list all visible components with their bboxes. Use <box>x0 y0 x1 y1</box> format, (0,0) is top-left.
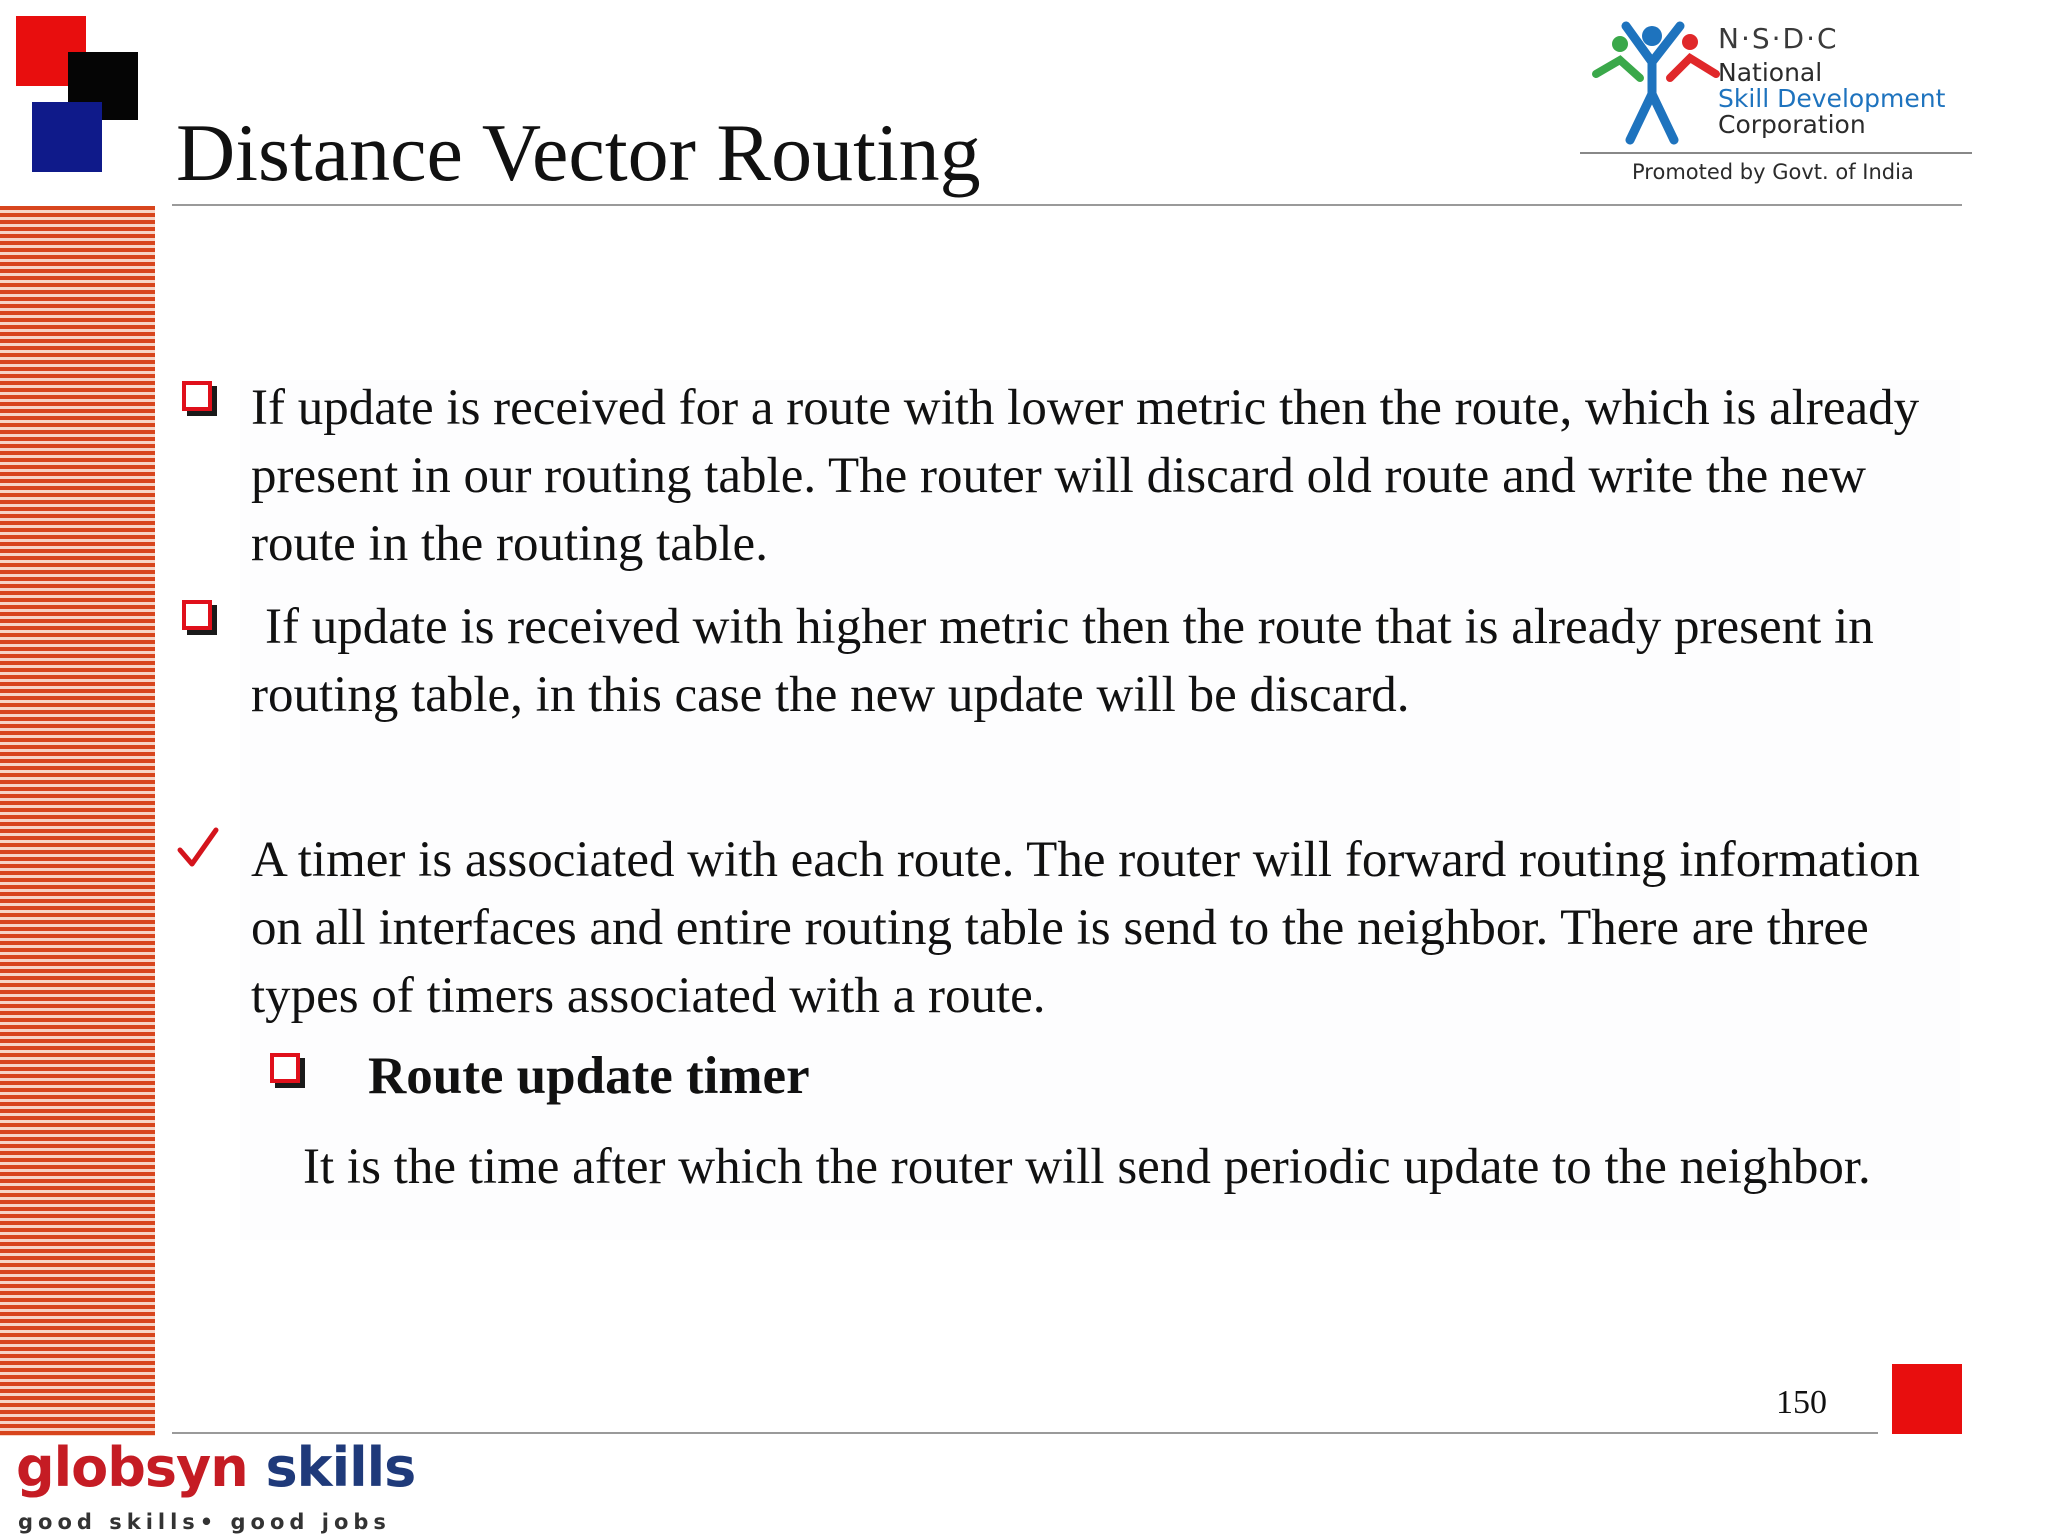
checkbox-bullet-icon <box>182 600 212 630</box>
title-divider <box>172 204 1962 206</box>
left-striped-bar <box>0 206 155 1436</box>
slide-title: Distance Vector Routing <box>176 107 981 198</box>
globsyn-logo <box>16 1436 415 1499</box>
nsdc-promoted-text: Promoted by Govt. of India <box>1632 160 1914 184</box>
brand-tagline: good skills• good jobs <box>18 1510 391 1534</box>
bullet-text-1: If update is received for a route with lower metric then the route, which is already present in our routing table. The router will discard old route and write the new route in the routing table. <box>251 380 1920 572</box>
bullet-text-2 <box>251 593 1971 729</box>
bullet-text-2-body: If update is received with higher metric then the route that is already present in routing table, in this case the new update will be discard. <box>251 599 1874 723</box>
sub-bullet-heading: Route update timer <box>368 1047 810 1105</box>
nsdc-abbreviation: N·S·D·C <box>1718 22 1839 55</box>
footer-red-square <box>1892 1364 1962 1434</box>
logo-blue-square <box>32 102 102 172</box>
page-number: 150 <box>1776 1384 1827 1421</box>
nsdc-logo <box>1580 10 1980 190</box>
checkmark-bullet-icon <box>176 826 220 870</box>
sub-bullet-description <box>251 1133 1971 1201</box>
brand-part2: skills <box>265 1436 416 1499</box>
checkbox-bullet-icon <box>182 381 212 411</box>
sub-bullet-description-body: It is the time after which the router will send periodic update to the neighbor. <box>303 1139 1871 1195</box>
brand-part1: globsyn <box>16 1436 248 1499</box>
nsdc-divider <box>1580 152 1972 154</box>
nsdc-name-line1: National <box>1718 58 1823 87</box>
checkbox-bullet-icon <box>270 1053 300 1083</box>
nsdc-name-line2: Skill Development <box>1718 84 1946 113</box>
nsdc-name-line3: Corporation <box>1718 110 1866 139</box>
footer-divider <box>172 1432 1878 1434</box>
bullet-text-3: A timer is associated with each route. The router will forward routing information on all interfaces and entire routing table is send to the neighbor. There are three types of timers associated with a route. <box>251 832 1920 1024</box>
nsdc-figures-icon <box>1590 16 1720 146</box>
